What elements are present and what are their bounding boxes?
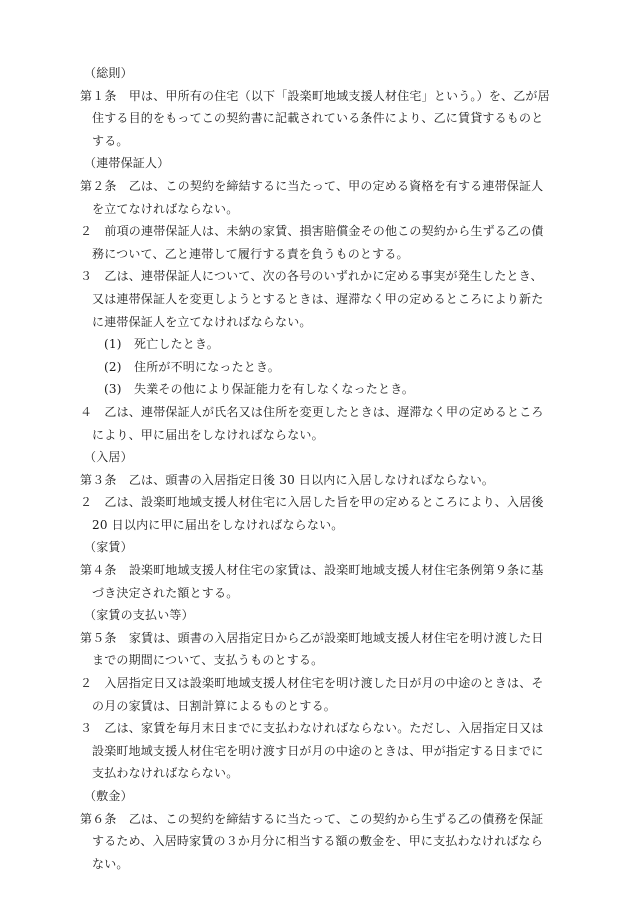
paragraph-item (80, 717, 554, 785)
paragraph-item (80, 265, 554, 333)
article-number: 第３条 (80, 472, 117, 487)
article-number: 第５条 (80, 630, 117, 645)
article-text: 乙は、頭書の入居指定日後 30 日以内に入居しなければならない。 (128, 472, 495, 487)
paragraph-text: 乙は、設楽町地域支援人材住宅に入居した旨を甲の定めるところにより、入居後 20 日以内に甲に届出をしなければならない。 (92, 495, 544, 532)
article-paragraph (80, 559, 554, 604)
article-text: 乙は、この契約を締結するに当たって、この契約から生ずる乙の債務を保証するため、入居時家賃の３か月分に相当する額の敷金を、甲に支払わなければならない。 (92, 811, 544, 871)
article-paragraph (80, 469, 554, 492)
section-heading: （総則） (84, 66, 133, 80)
article-text: 設楽町地域支援人材住宅の家賃は、設楽町地域支援人材住宅条例第９条に基づき決定された額とする。 (92, 563, 544, 600)
paragraph-number: ２ (80, 224, 93, 239)
article-number: 第６条 (80, 811, 117, 826)
paragraph-number: ３ (80, 721, 93, 736)
section-heading: （入居） (84, 450, 133, 465)
article-number: 第２条 (80, 178, 117, 193)
sub-item-number: (2) (104, 359, 122, 374)
paragraph-item (80, 401, 554, 446)
paragraph-item (80, 491, 554, 536)
paragraph-text: 入居指定日又は設楽町地域支援人材住宅を明け渡した日が月の中途のときは、その月の家賃は、日割計算によるものとする。 (92, 676, 544, 713)
sub-item-number: (1) (104, 337, 122, 352)
article-text: 乙は、この契約を締結するに当たって、甲の定める資格を有する連帯保証人を立てなければならない。 (92, 178, 544, 216)
article-number: 第４条 (80, 563, 117, 578)
paragraph-number: ２ (80, 676, 93, 691)
section-heading: （家賃の支払い等） (84, 608, 194, 623)
paragraph-number: ２ (80, 495, 93, 510)
section-heading: （家賃） (84, 540, 133, 555)
section-heading: （連帯保証人） (84, 156, 170, 171)
paragraph-text: 乙は、家賃を毎月末日までに支払わなければならない。ただし、入居指定日又は設楽町地域支援人材住宅を明け渡す日が月の中途のときは、甲が指定する日までに支払わなければならない。 (92, 721, 544, 781)
section-heading: （敷金） (84, 789, 133, 803)
article-paragraph (80, 175, 554, 220)
paragraph-text: 乙は、連帯保証人について、次の各号のいずれかに定める事実が発生したとき、又は連帯保証人を変更しようとするときは、遅滞なく甲の定めるところにより新たに連帯保証人を立てなければならない。 (92, 269, 544, 329)
paragraph-text: 前項の連帯保証人は、未納の家賃、損害賠償金その他この契約から生ずる乙の債務について、乙と連帯して履行する責を負うものとする。 (92, 224, 544, 261)
paragraph-item (80, 220, 554, 265)
sub-item (80, 333, 554, 356)
paragraph-item (80, 672, 554, 717)
paragraph-number: ３ (80, 269, 93, 284)
article-paragraph (80, 627, 554, 672)
sub-item (80, 356, 554, 379)
article-paragraph (80, 808, 554, 876)
article-text: 甲は、甲所有の住宅（以下「設楽町地域支援人材住宅」という。）を、乙が居住する目的をもってこの契約書に記載されている条件により、乙に賃貸するものとする。 (92, 88, 550, 148)
article-number: 第１条 (80, 88, 117, 103)
paragraph-number: ４ (80, 404, 93, 419)
sub-item (80, 378, 554, 401)
sub-item-text: 住所が不明になったとき。 (134, 359, 280, 374)
article-text: 家賃は、頭書の入居指定日から乙が設楽町地域支援人材住宅を明け渡した日までの期間について、支払うものとする。 (92, 630, 544, 668)
sub-item-text: 失業その他により保証能力を有しなくなったとき。 (134, 382, 415, 397)
paragraph-text: 乙は、連帯保証人が氏名又は住所を変更したときは、遅滞なく甲の定めるところにより、甲に届出をしなければならない。 (92, 404, 544, 442)
sub-item-text: 死亡したとき。 (134, 337, 219, 352)
article-paragraph (80, 85, 554, 153)
sub-item-number: (3) (104, 382, 122, 397)
